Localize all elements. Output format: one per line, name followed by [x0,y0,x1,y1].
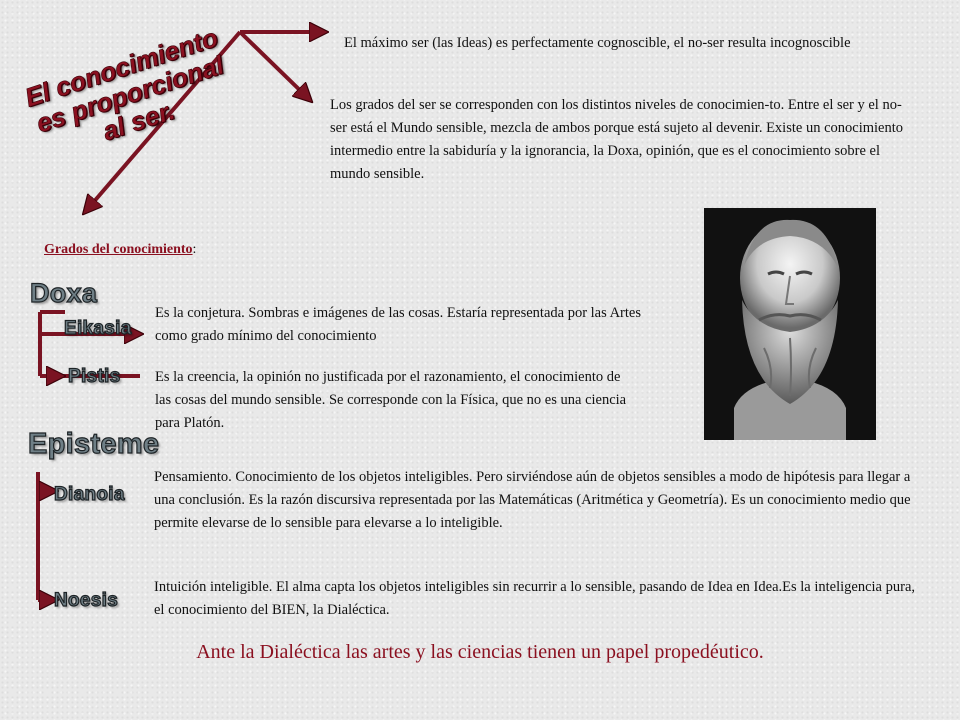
desc-noesis: Intuición inteligible. El alma capta los objetos inteligibles sin recurrir a lo sensible, pasando de Idea en Idea.Es la inteligencia pura, el conocimiento del BIEN, la Dialéctica. [154,579,916,618]
closing-statement: Ante la Dialéctica las artes y las ciencias tienen un papel propedéutico. [196,641,764,663]
grade-pistis: Pistis [68,366,121,387]
desc-pistis: Es la creencia, la opinión no justificada por el razonamiento, el conocimiento de las cosas del mundo sensible. Se corresponde con la Física, que no es una ciencia para Platón. [155,369,627,431]
desc-dianoia: Pensamiento. Conocimiento de los objetos inteligibles. Pero sirviéndose aún de objetos sensibles a modo de hipótesis para llegar a una conclusión. Es la razón discursiva representada por las Matemáticas (Aritmética y Geometría). Es un conocimiento medio que permite elevarse de lo sensible para elevarse a lo inteligible. [154,469,911,531]
grade-doxa: Doxa [30,278,98,308]
page-title: El conocimiento es proporcional al ser. [21,22,228,147]
plato-bust-image [704,208,876,440]
desc-eikasia: Es la conjetura. Sombras e imágenes de las cosas. Estaría representada por las Artes como grado mínimo del conocimiento [155,305,641,344]
text-grados-del-ser: Los grados del ser se corresponden con los distintos niveles de conocimien-to. Entre el ser y el no-ser está el Mundo sensible, mezcla de ambos porque está sujeto al devenir. Existe un conocimiento intermedio entre la sabiduría y la ignorancia, la Doxa, opinión, que es el conocimiento sobre el mundo sensible. [330,97,903,182]
section-label: Grados del conocimiento: [44,242,197,257]
arrow-to-grados [240,32,310,100]
grade-episteme: Episteme [28,428,160,460]
grade-eikasia: Eikasia [64,318,132,339]
grade-dianoia: Dianoia [54,484,125,505]
text-maximo-ser: El máximo ser (las Ideas) es perfectamente cognoscible, el no-ser resulta incognoscible [344,35,851,51]
grade-noesis: Noesis [54,590,119,611]
